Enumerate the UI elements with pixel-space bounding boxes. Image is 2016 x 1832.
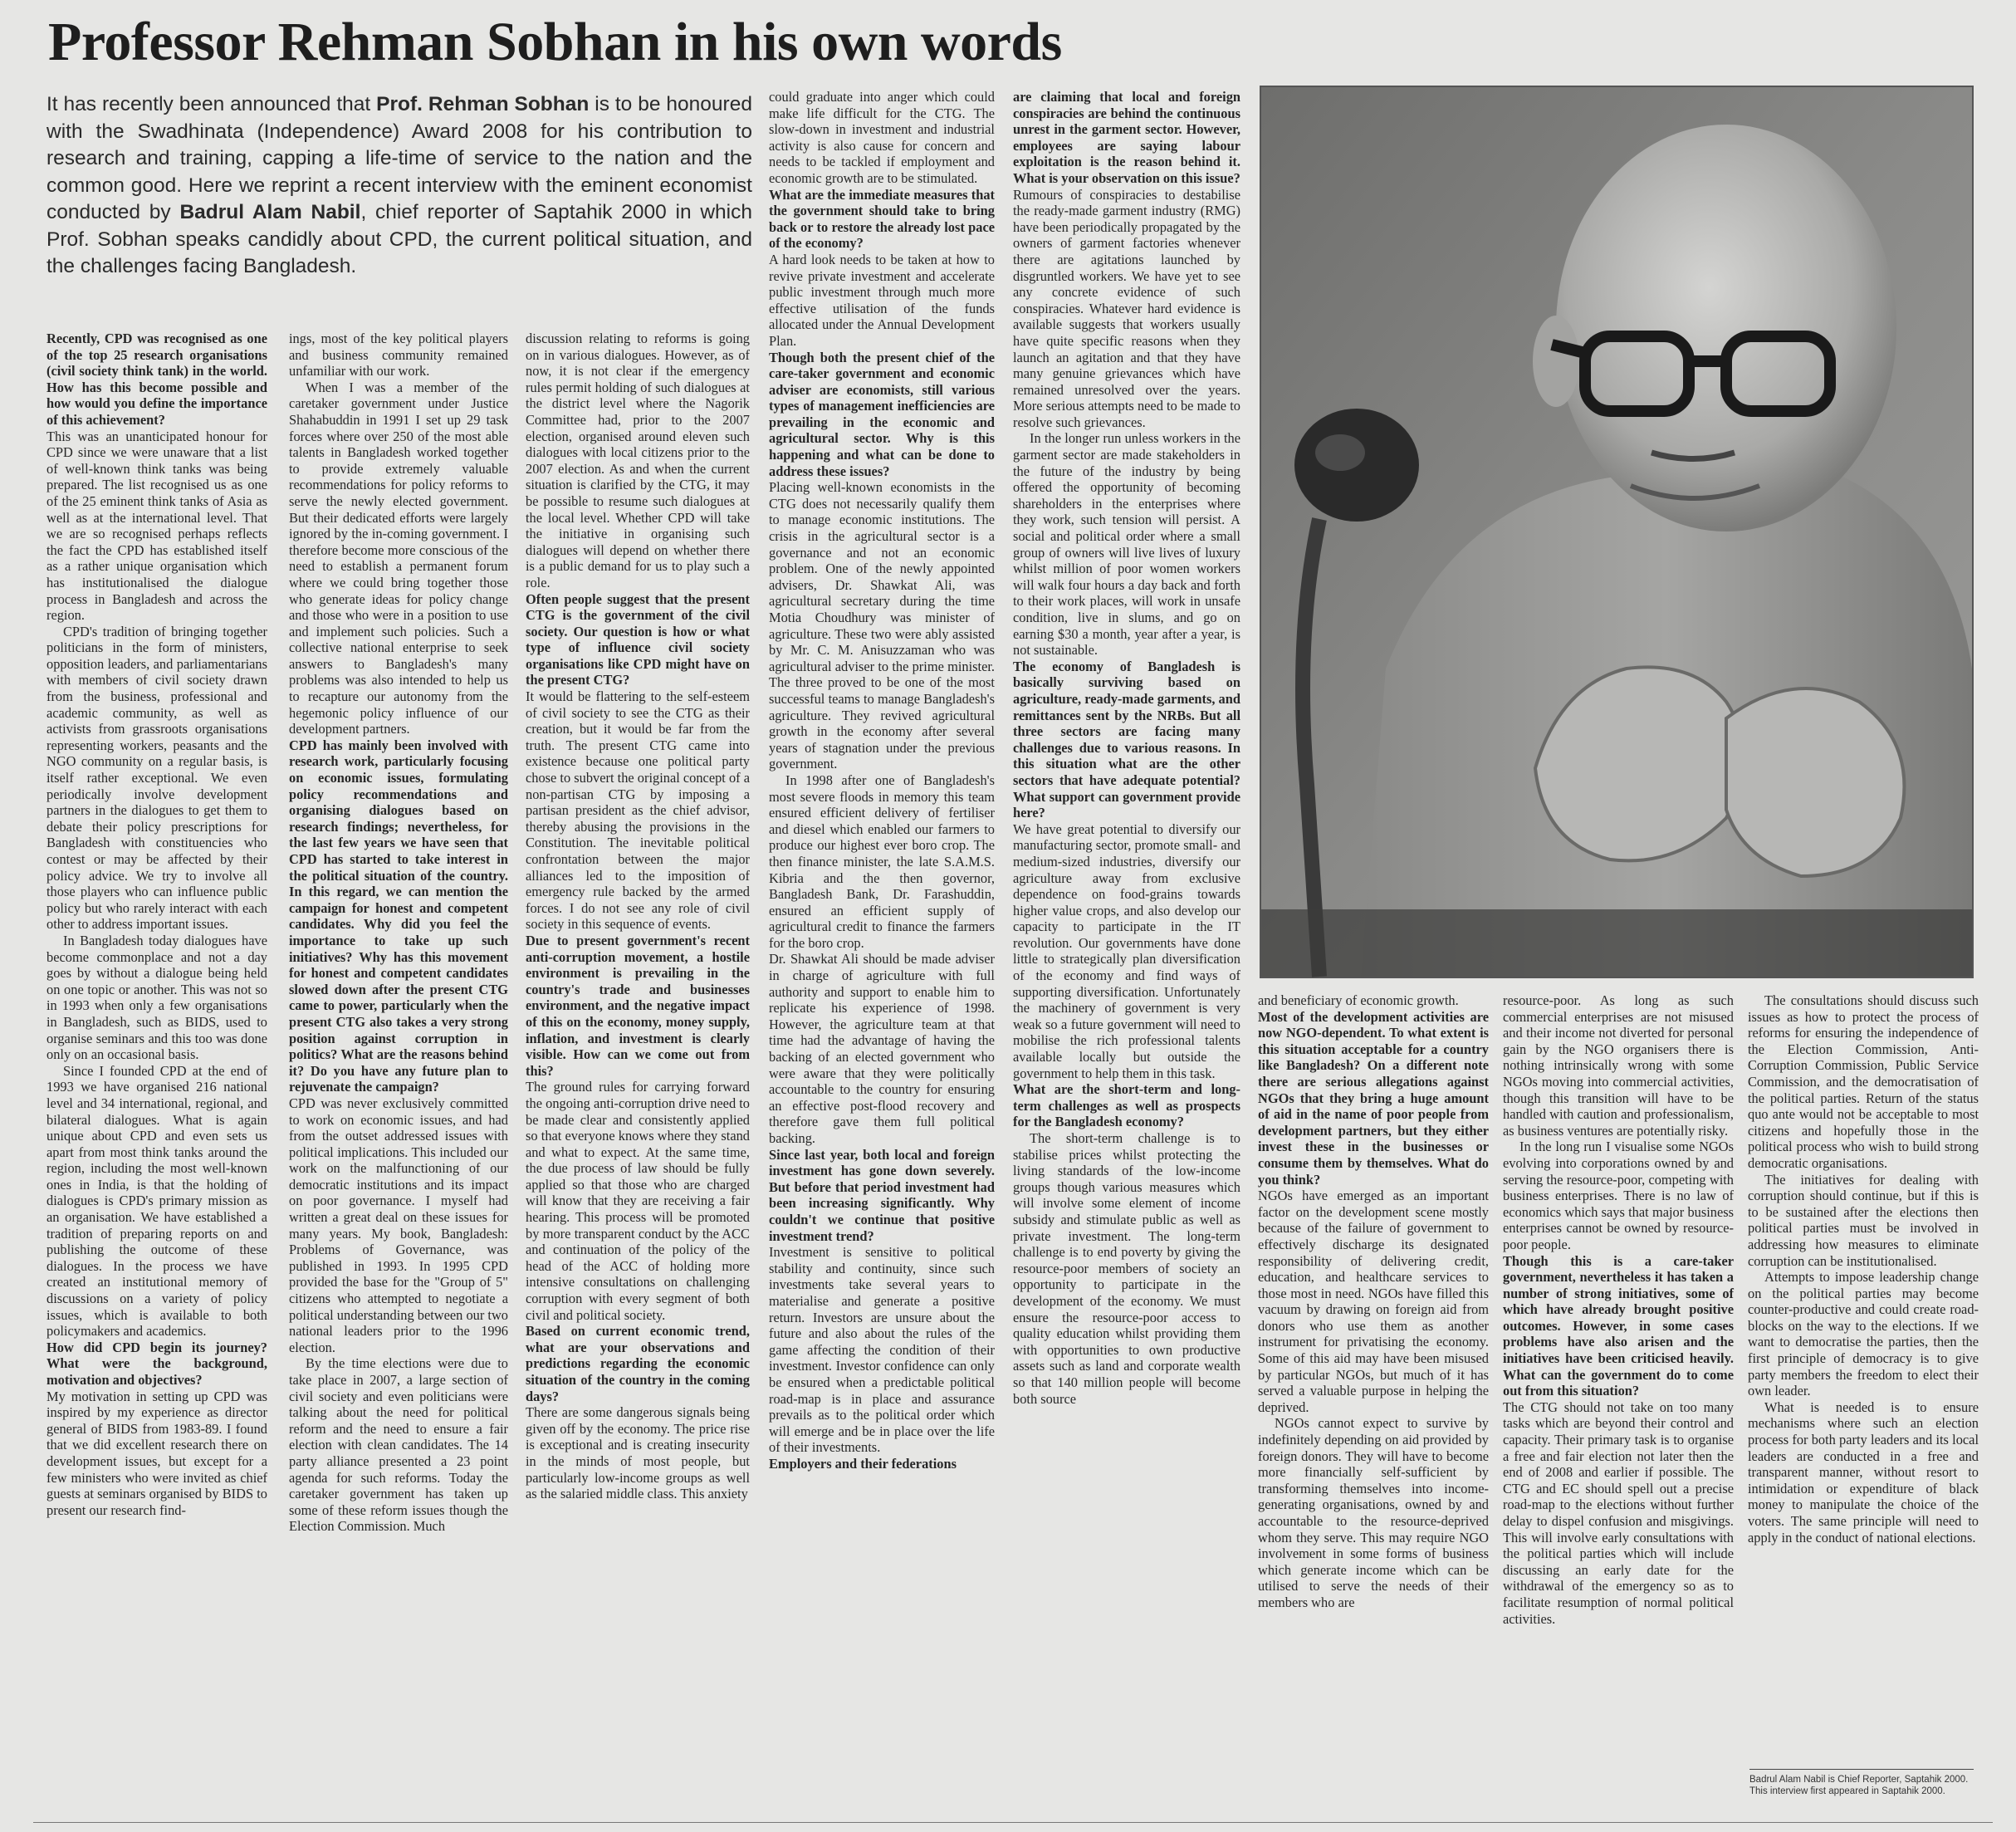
answer-paragraph: The initiatives for dealing with corruption should continue, but if this is to be sustained after the elections then political parties must be involved in addressing how measures to eliminate corruption can be institutionalised. — [1748, 1171, 1979, 1269]
answer-paragraph: We have great potential to diversify our manufacturing sector, promote small- and medium-sized industries, diversify our agriculture away from exclusive dependence on food-grains towards higher value crops, and also develop our capacity to participate in the IT revolution. Our governments have done little to strategically plan diversification of the economy and find ways of supporting diversification. Unfortunately the machinery of government is very weak so a future government will need to mobilise the rich professional talents available locally but outside the government to help them in this task. — [1013, 820, 1240, 1081]
question-paragraph: The economy of Bangladesh is basically surviving based on agriculture, ready-made garments, and remittances sent by the NRBs. But all three sectors are facing many challenges due to various reasons. In this situation what are the other sectors that have adequate potential? What support can government provide here? — [1013, 658, 1240, 821]
question-paragraph: Based on current economic trend, what are your observations and predictions regarding the economic situation of the country in the coming days? — [526, 1323, 750, 1404]
intro-text-2: is to be honoured with the Swadhinata (Independence) Award 2008 for his contribution to research and training, capping a life-time of service to the nation and the common good. Here we reprint a recent interview with the eminent economist conducted by — [46, 93, 752, 223]
question-paragraph: Often people suggest that the present CTG is the government of the civil society. Our question is how or what type of influence civil society organisations like CPD might have on the present CTG? — [526, 590, 750, 688]
question-paragraph: How did CPD begin its journey? What were the background, motivation and objectives? — [46, 1339, 267, 1388]
answer-paragraph: Attempts to impose leadership change on the political parties may become counter-productive and could create road-blocks on the way to the elections. If we want to democratise the parties, then the first principle of democracy is to give party members the freedom to elect their own leader. — [1748, 1269, 1979, 1399]
answer-paragraph: The consultations should discuss such issues as how to protect the process of reforms for ensuring the independence of the Election Commission, Anti-Corruption Commission, Public Service Commission, and the democratisation of the political parties. Return of the status quo ante would not be acceptable to most citizens and hopefully those in the political process who wish to build strong democratic organisations. — [1748, 992, 1979, 1171]
answer-paragraph: When I was a member of the caretaker government under Justice Shahabuddin in 1991 I set up 29 task forces where over 250 of the most able talents in Bangladesh worked together to provide extremely valuable recommendations for policy reforms to serve the newly elected government. But their dedicated efforts were largely ignored by the in-coming government. I therefore become more conscious of the need to establish a permanent forum where we could bring together those who generate ideas for policy change and those who were in a position to use and implement such policies. Such a collective national enterprise to seek answers to Bangladesh's many problems was also intended to help us to recapture our autonomy from the hegemonic policy influence of our development partners. — [289, 379, 508, 737]
text-column-2 — [289, 331, 508, 1821]
text-column-8 — [1748, 992, 1979, 1758]
answer-paragraph: It would be flattering to the self-esteem of civil society to see the CTG as their creation, but it would be far from the truth. The present CTG came into existence because one political party chose to subvert the original concept of a non-partisan CTG by imposing a partisan president as the chief advisor, thereby abusing the provisions in the Constitution. The inevitable political confrontation between the major alliances led to the imposition of emergency rule backed by the armed forces. I do not see any role of civil society in this sequence of events. — [526, 688, 750, 933]
answer-paragraph: In Bangladesh today dialogues have become commonplace and not a day goes by without a dialogue being held on one topic or another. This was not so in 1993 when only a few organisations in Bangladesh, such as BIDS, used to organise seminars and this too was done only on an occasional basis. — [46, 932, 267, 1063]
answer-paragraph: could graduate into anger which could make life difficult for the CTG. The slow-down in investment and industrial activity is also cause for concern and needs to be tackled if employment and economic growth are to be stimulated. — [769, 89, 995, 186]
intro-paragraph — [46, 91, 752, 316]
answer-paragraph: Since I founded CPD at the end of 1993 we have organised 216 national level and 34 international, regional, and bilateral dialogues. What is again unique about CPD and even sets us apart from most think tanks around the region, including the most well-known ones in India, is that the holding of dialogues is CPD's primary mission as an organisation. We have established a tradition of preparing reports on and publishing the outcome of these dialogues. In the process we have created an institutional memory of discussions on a variety of policy issues, which is available to both policymakers and academics. — [46, 1062, 267, 1340]
bottom-rule — [33, 1822, 1993, 1823]
text-column-5 — [1013, 89, 1240, 1407]
question-paragraph: What are the immediate measures that the government should take to bring back or to restore the already lost pace of the economy? — [769, 186, 995, 252]
text-column-7 — [1503, 992, 1734, 1821]
answer-paragraph: NGOs have emerged as an important factor on the development scene mostly because of the failure of government to effectively discharge its designated responsibility of delivering credit, education, and healthcare services to those most in need. NGOs have filled this vacuum by drawing on foreign aid from donors who use them as another instrument for privatising the economy. Some of this aid may have been misused by particular NGOs, but much of it has served a valuable purpose in helping the deprived. — [1258, 1188, 1489, 1415]
answer-paragraph: My motivation in setting up CPD was inspired by my experience as director general of BIDS from 1983-89. I found that we did excellent research there on development issues, but except for a few ministers who were invited as chief guests at seminars organised by BIDS to present our research find- — [46, 1388, 267, 1518]
answer-paragraph: CPD's tradition of bringing together politicians in the form of ministers, opposition leaders, and parliamentarians with members of civil society drawn from the business, professional and academic community, as well as activists from grassroots organisations representing workers, peasants and the NGO community on a regular basis, is itself rather exceptional. We even periodically involve development partners in the dialogues to get them to debate their policy prescriptions for Bangladesh with constituencies who contest or may be affected by their policy advice. We try to involve all those players who can influence public policy but who rarely interact with each other to address important issues. — [46, 623, 267, 933]
question-paragraph: Since last year, both local and foreign investment has gone down severely. But before that period investment had been increasing significantly. Why couldn't we continue that positive investment trend? — [769, 1146, 995, 1244]
portrait-photo — [1260, 86, 1974, 978]
answer-paragraph: Investment is sensitive to political stability and continuity, since such investments take several years to materialise and generate a positive return. Investors are unsure about the future and also about the rules of the game affecting the condition of their investment. Investor confidence can only be ensured when a predictable political road-map is in place and assurance prevails as to the political order which will emerge and be in place over the life of their investments. — [769, 1244, 995, 1456]
question-paragraph: Employers and their federations — [769, 1455, 957, 1472]
answer-paragraph: The ground rules for carrying forward the ongoing anti-corruption drive need to be made clear and consistently applied so that everyone knows where they stand and what to expect. At the same time, the due process of law should be fully applied so that those who are charged will know that they are receiving a fair hearing. This process will be promoted by more transparent conduct by the ACC and continuation of the policy of the head of the ACC of holding more intensive consultations on challenging corruption with every segment of both civil and political society. — [526, 1079, 750, 1323]
headline: Professor Rehman Sobhan in his own words — [48, 12, 1062, 72]
question-paragraph: Though both the present chief of the care-taker government and economic adviser are economists, still various types of management inefficiencies are prevailing in the economic and agricultural sector. Why is this happening and what can be done to address these issues? — [769, 349, 995, 479]
answer-paragraph: discussion relating to reforms is going on in various dialogues. However, as of now, it is not clear if the emergency rules permit holding of such dialogues at the district level where the Nagorik Committee had, prior to the 2007 election, organised around eleven such dialogues with local citizens prior to the 2007 election. As and when the current situation is clarified by the CTG, it may be possible to resume such dialogues at the local level. Whether CPD will take the initiative in organising such dialogues will depend on whether there is a public demand for us to play such a role. — [526, 331, 750, 590]
question-paragraph: Most of the development activities are now NGO-dependent. To what extent is this situation acceptable for a country like Bangladesh? On a different note there are serious allegations against NGOs that they bring a huge amount of aid in the name of poor people from development partners, but they either invest these in the businesses or consume them by themselves. What do you think? — [1258, 1008, 1489, 1188]
answer-paragraph: and beneficiary of economic growth. — [1258, 992, 1459, 1008]
answer-paragraph: CPD was never exclusively committed to work on economic issues, and had from the outset addressed issues with political implications. This included our work on the malfunctioning of our democratic institutions and its impact on poor governance. I myself had written a great deal on these issues for many years. My book, Bangladesh: Problems of Governance, was published in 1993. In 1995 CPD provided the base for the "Group of 5" citizens who attempted to negotiate a political understanding between our two national leaders prior to the 1996 election. — [289, 1095, 509, 1355]
answer-paragraph: By the time elections were due to take place in 2007, a large section of civil society and even politicians were talking about the need for political reform and the need to ensure a fair election with clean candidates. The 14 party alliance presented a 23 point agenda for such reforms. Today the caretaker government has taken up some of these reform issues though the Election Commission. Much — [289, 1355, 508, 1535]
answer-paragraph: A hard look needs to be taken at how to revive private investment and accelerate public investment through much more effective utilisation of the funds allocated under the Annual Development Plan. — [769, 251, 995, 349]
answer-paragraph: In the long run I visualise some NGOs evolving into corporations owned by and serving the resource-poor, competing with business enterprises. There is no law of economics which says that major business enterprises cannot be owned by resource-poor people. — [1503, 1139, 1734, 1252]
answer-paragraph: Placing well-known economists in the CTG does not necessarily qualify them to manage economic institutions. The crisis in the agricultural sector is a governance and not an economic problem. One of the newly appointed advisers, Dr. Shawkat Ali, was agricultural secretary during the time Motia Choudhury was minister of agriculture. These two were ably assisted by Mr. C. M. Anisuzzaman who was agricultural adviser to the prime minister. The three proved to be one of the most successful teams to manage Bangladesh's agriculture. They revived agricultural growth in the economy after several years of stagnation under the previous government. — [769, 479, 995, 772]
text-column-6 — [1258, 992, 1489, 1821]
question-paragraph: Though this is a care-taker government, nevertheless it has taken a number of strong initiatives, some of which have already brought positive outcomes. However, in some cases problems have also arisen and the initiatives have been criticised heavily. What can the government do to come out from this situation? — [1503, 1252, 1734, 1399]
head-shape — [1556, 125, 1896, 531]
author-credit: Badrul Alam Nabil is Chief Reporter, Saptahik 2000. This interview first appeared in Saptahik 2000. — [1749, 1769, 1974, 1819]
intro-text-1: It has recently been announced that — [46, 93, 377, 115]
intro-bold-name-1: Prof. Rehman Sobhan — [376, 93, 590, 115]
answer-paragraph: Rumours of conspiracies to destabilise the ready-made garment industry (RMG) have been periodically propagated by the owners of garment factories whenever there are agitations launched by disgruntled workers. We have yet to see any concrete evidence of such conspiracies. Whatever hard evidence is available suggests that workers usually have quite specific reasons when they launch an agitation and that they have many genuine grievances which have remained unresolved over the years. More serious attempts need to be made to resolve such grievances. — [1013, 186, 1240, 430]
answer-paragraph: The short-term challenge is to stabilise prices whilst protecting the living standards of the low-income groups though various measures which will involve some element of income subsidy and stimulate public as well as private investment. The long-term challenge is to end poverty by giving the resource-poor members of society an opportunity to participate in the development of the economy. We must ensure the resource-poor access to quality education whilst providing them with opportunities to own productive assets such as land and corporate wealth so that 140 million people will become both source — [1013, 1130, 1240, 1407]
question-paragraph: are claiming that local and foreign conspiracies are behind the continuous unrest in the garment sector. However, employees are saying labour exploitation is the reason behind it. What is your observation on this issue? — [1013, 89, 1240, 186]
intro-text-3: , chief reporter of Saptahik 2000 in which Prof. Sobhan speaks candidly about CPD, the current political situation, and the challenges facing Bangladesh. — [46, 201, 752, 277]
text-column-3 — [526, 331, 750, 1821]
answer-paragraph: NGOs cannot expect to survive by indefinitely depending on aid provided by foreign donors. They will have to become more financially self-sufficient by transforming themselves into income-generating organisations, owned by and accountable to the resource-deprived whom they serve. This may require NGO involvement in some forms of business which generate income which can be utilised to serve the needs of their members who are — [1258, 1415, 1489, 1610]
intro-bold-name-2: Badrul Alam Nabil — [179, 201, 361, 223]
answer-paragraph: What is needed is to ensure mechanisms where such an election process for both party leaders and its local leaders are conducted in a free and transparent manner, without resort to intimidation or expenditure of black money to manipulate the choice of the voters. The same principle will need to apply in the conduct of national elections. — [1748, 1398, 1979, 1545]
text-column-4 — [769, 89, 995, 1821]
answer-paragraph: In the longer run unless workers in the garment sector are made stakeholders in the future of the industry by being offered the opportunity of becoming shareholders in the enterprises where they work, such tension will persist. A social and political order where a small group of owners will live lives of luxury whilst million of poor women workers will walk four hours a day back and forth to their work places, will work in unsafe condition, live in slums, and go on earning $30 a month, year after a year, is not sustainable. — [1013, 430, 1240, 659]
question-paragraph: CPD has mainly been involved with research work, particularly focusing on economic issues, formulating policy recommendations and organising dialogues based on research findings; nevertheless, for the last few years we have seen that CPD has started to take interest in the political situation of the country. In this regard, we can mention the campaign for honest and competent candidates. Why did you feel the importance to take up such initiatives? Why has this movement for honest and competent candidates slowed down after the present CTG came to power, particularly when the present CTG also takes a very strong position against corruption in politics? What are the reasons behind it? Do you have any future plan to rejuvenate the campaign? — [289, 737, 508, 1095]
answer-paragraph: There are some dangerous signals being given off by the economy. The price rise is exceptional and is creating insecurity in the minds of most people, but particularly low-income groups as well as the salaried middle class. This anxiety — [526, 1404, 750, 1502]
question-paragraph: What are the short-term and long-term challenges as well as prospects for the Bangladesh economy? — [1013, 1081, 1240, 1130]
answer-paragraph: The CTG should not take on too many tasks which are beyond their control and capacity. Their primary task is to organise a free and fair election not later then the end of 2008 and earlier if possible. The CTG and EC should spell out a precise road-map to the elections without further delay to dispel confusion and misgivings. This will involve early consultations with the political parties which will include discussing an early date for the withdrawal of the emergency so as to facilitate resumption of normal political activities. — [1503, 1398, 1734, 1627]
question-paragraph: Recently, CPD was recognised as one of the top 25 research organisations (civil society think tank) in the world. How has this become possible and how would you define the importance of this achievement? — [46, 331, 267, 428]
answer-paragraph: ings, most of the key political players and business community remained unfamiliar with our work. — [289, 331, 508, 380]
answer-paragraph: resource-poor. As long as such commercial enterprises are not misused and their income not diverted for personal gain by the NGO organisers there is nothing intrinsically wrong with some NGOs moving into commercial activities, though this transition will have to be handled with caution and professionalism, as business ventures are potentially risky. — [1503, 992, 1734, 1139]
question-paragraph: Due to present government's recent anti-corruption movement, a hostile environment is prevailing in the country's trade and businesses environment, and the negative impact of this on the economy, money supply, inflation, and investment is clearly visible. How can we come out from this? — [526, 932, 750, 1079]
answer-paragraph: This was an unanticipated honour for CPD since we were unaware that a list of well-known think tanks was being prepared. The list recognised us as one of the 25 eminent think tanks of Asia as well as at the international level. That we are so recognised perhaps reflects the fact the CPD has established itself as a rather unique organisation which has institutionalised the dialogue process in Bangladesh and across the region. — [46, 428, 267, 624]
answer-paragraph: In 1998 after one of Bangladesh's most severe floods in memory this team ensured efficient delivery of fertiliser and diesel which enabled our farmers to produce our highest ever boro crop. The then finance minister, the late S.A.M.S. Kibria and the then governor, Bangladesh Bank, Dr. Farashuddin, ensured an efficient supply of agricultural credit to finance the farmers for the boro crop. — [769, 771, 995, 951]
answer-paragraph: Dr. Shawkat Ali should be made adviser in charge of agriculture with full authority and support to enable him to replicate his experience of 1998. However, the agriculture team at that time had the advantage of having the backing of an elected government who were aware that they were politically accountable to the country for ensuring an effective post-flood recovery and therefore gave them full political backing. — [769, 951, 995, 1146]
portrait-illustration — [1261, 87, 1972, 977]
text-column-1 — [46, 331, 267, 1821]
